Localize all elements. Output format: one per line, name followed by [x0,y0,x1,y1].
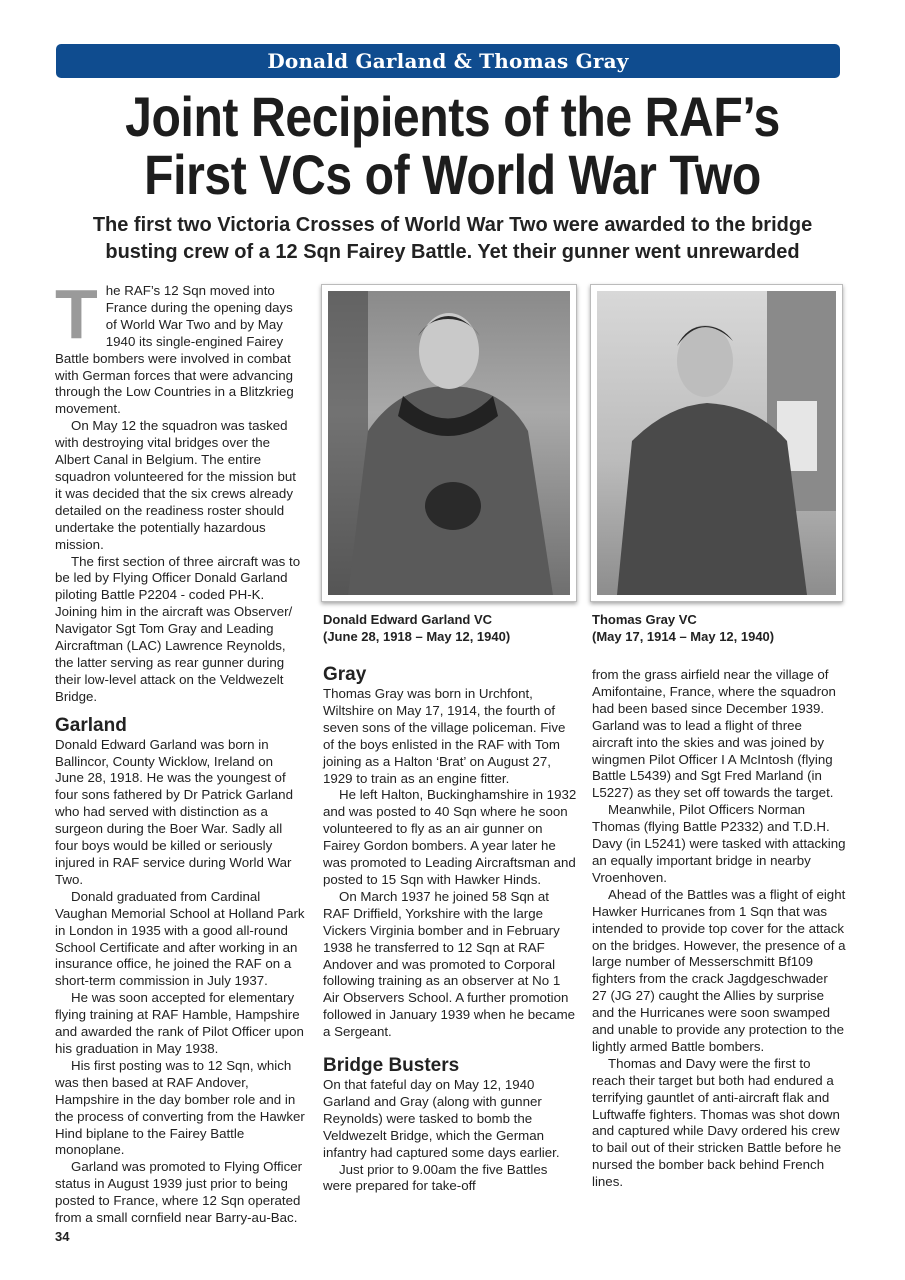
page-number: 34 [55,1229,70,1244]
caption-dates: (June 28, 1918 – May 12, 1940) [323,628,511,644]
photo-garland [321,284,577,602]
caption-garland [323,612,510,645]
section-heading-garland: Garland [55,714,127,736]
person-silhouette-icon [328,291,570,595]
caption-name: Thomas Gray VC [592,612,697,627]
section-banner [56,44,840,78]
caption-dates: (May 17, 1914 – May 12, 1940) [592,628,775,644]
subtitle-line-2: busting crew of a 12 Sqn Fairey Battle. Yet their gunner went unrewarded [105,241,800,263]
paragraph: Garland was promoted to Flying Officer status in August 1939 just prior to being posted to France, where 12 Sqn operated from a small cornfield near Barry-au-Bac. [55,1159,303,1226]
paragraph: The first section of three aircraft was to be led by Flying Officer Donald Garland piloting Battle P2204 - coded PH-K. Joining him in the aircraft was Observer/ Navigator Sgt Tom Gray and Leading Aircraftman (LAC) Lawrence Reynolds, the latter serving as rear gunner during their low-level attack on the Veldwezelt Bridge. [55,553,301,704]
paragraph: On that fateful day on May 12, 1940 Garland and Gray (along with gunner Reynolds) were tasked to bomb the Veldwezelt Bridge, which the German infantry had captured some days earlier. [323,1077,560,1160]
intro-paragraph: The RAF’s 12 Sqn moved into France during the opening days of World War Two and by May 1940 its single-engined Fairey Battle bombers were involved in combat with German forces that were advancing through the Low Countries in a Blitzkrieg movement. [55,275,294,417]
paragraph: On May 12 the squadron was tasked with destroying vital bridges over the Albert Canal in Belgium. The entire squadron volunteered for the mission but it was decided that the six crews already detailed on the readiness roster should undertake the potentially hazardous mission. [55,418,296,552]
title-line-2: First VCs of World War Two [144,143,761,206]
section-heading-gray: Gray [323,664,367,685]
column-1 [55,275,305,1227]
article-subtitle [40,212,865,266]
paragraph: His first posting was to 12 Sqn, which was then based at RAF Andover, Hampshire in the day bomber role and in the process of converting from the Hawker Hind biplane to the Fairey Battle monoplane. [55,1057,305,1158]
paragraph: He left Halton, Buckinghamshire in 1932 and was posted to 40 Sqn where he soon volunteered to fly as an air gunner on Fairey Gordon bombers. A year later he was promoted to Leading Aircraftsman and posted to 15 Sqn with Hawker Hinds. [323,787,577,887]
column-3 [592,667,846,1191]
person-silhouette-icon [597,291,836,595]
section-heading-bridge-busters: Bridge Busters [323,1055,460,1077]
paragraph: Donald Edward Garland was born in Ballincor, County Wicklow, Ireland on June 28, 1918. He was the youngest of four sons fathered by Dr Patrick Garland who had served with distinction as a surgeon during the Boer War. Sadly all four boys would be killed or seriously injured in RAF service during World War Two. [55,736,293,887]
paragraph: He was soon accepted for elementary flying training at RAF Hamble, Hampshire and awarded the rank of Pilot Officer upon his graduation in May 1938. [55,990,304,1056]
subtitle-line-1: The first two Victoria Crosses of World War Two were awarded to the bridge [92,214,813,236]
paragraph: Donald graduated from Cardinal Vaughan Memorial School at Holland Park in London in 1935 with a good all-round School Certificate and after working in an insurance office, he joined the RAF on a short-term commission in July 1937. [55,888,305,989]
caption-gray [592,612,774,645]
photo-gray [590,284,843,602]
title-line-1: Joint Recipients of the RAF’s [125,85,780,148]
paragraph: from the grass airfield near the village of Amifontaine, France, where the squadron had been based since December 1939. Garland was to lead a flight of three aircraft into the skies and was joined by wingmen Pilot Officer I A McIntosh (flying Battle L5439) and Sgt Fred Marland (in L5227) as they set off towards the target. [592,667,836,801]
paragraph: Thomas and Davy were the first to reach their target but both had endured a terrifying gauntlet of anti-aircraft flak and Luftwaffe fighters. Thomas was shot down and captured while Davy ordered his crew to bail out of their stricken Battle before he nursed the bomber back behind French lines. [592,1055,842,1190]
column-2 [323,655,579,1195]
paragraph: Just prior to 9.00am the five Battles were prepared for take-off [323,1161,548,1194]
paragraph: Meanwhile, Pilot Officers Norman Thomas (flying Battle P2332) and T.D.H. Davy (in L5241) were tasked with attacking an equally important bridge in nearby Vroenhoven. [592,802,846,885]
gray-portrait-image [597,291,836,595]
paragraph: On March 1937 he joined 58 Sqn at RAF Driffield, Yorkshire with the large Vickers Virginia bomber and in February 1938 he transferred to 12 Sqn at RAF Andover and was promoted to Corporal following training as an observer at No 1 Air Observers School. A further promotion followed in January 1939 when he became a Sergeant. [323,888,576,1040]
drop-cap: T [55,275,98,353]
banner-text: Donald Garland & Thomas Gray [267,49,629,73]
garland-portrait-image [328,291,570,595]
paragraph: Thomas Gray was born in Urchfont, Wiltshire on May 17, 1914, the fourth of seven sons of the village policeman. Five of the boys enlisted in the RAF with Tom joining as a Halton ‘Brat’ on August 27, 1929 to train as an engine fitter. [323,686,566,786]
paragraph: Ahead of the Battles was a flight of eight Hawker Hurricanes from 1 Sqn that was intended to provide top cover for the attack on the bridges. However, the presence of a large number of Messerschmitt Bf109 fighters from the crack Jagdgeschwader 27 (JG 27) caught the Allies by surprise and the Hurricanes were soon swamped and unable to provide any protection to the lightly armed Battle bombers. [592,886,846,1054]
article-title [0,85,905,206]
caption-name: Donald Edward Garland VC [323,612,493,627]
